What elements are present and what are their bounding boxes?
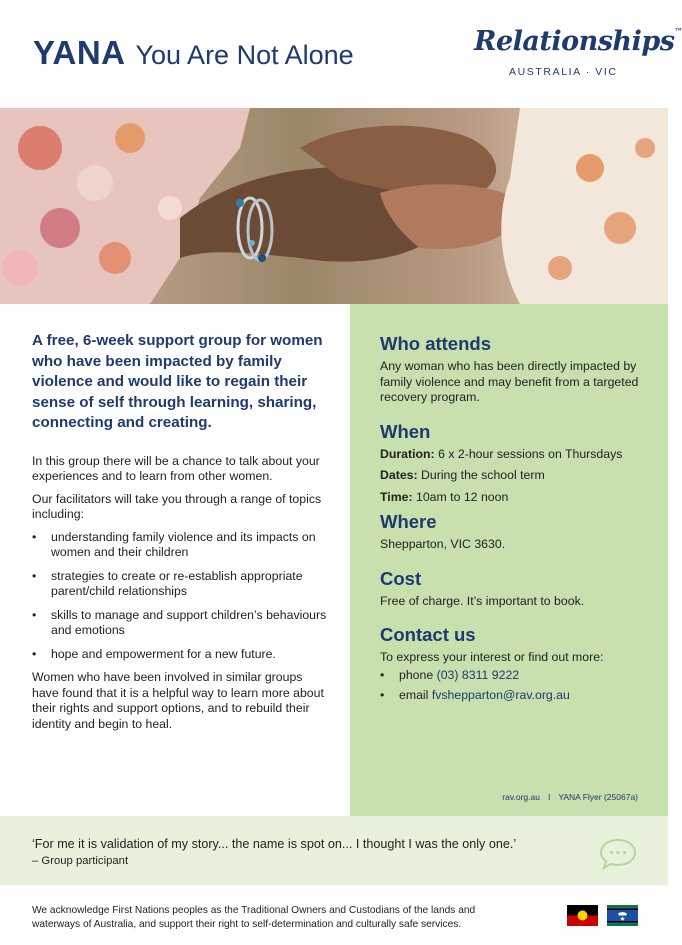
title-main: YANA: [33, 34, 126, 71]
contact-intro: To express your interest or find out more:: [380, 650, 604, 664]
list-item: • skills to manage and support children’s behaviours and emotions: [32, 608, 332, 639]
speech-bubble-icon: [599, 838, 637, 870]
email-link[interactable]: fvshepparton@rav.org.au: [431, 688, 570, 702]
testimonial-band: [0, 816, 668, 885]
time-row: Time: 10am to 12 noon: [380, 489, 509, 504]
hero-photo-holding-hands: [0, 108, 668, 304]
testimonial-attribution: – Group participant: [32, 855, 129, 867]
paragraph-group-chance: In this group there will be a chance to talk about your experiences and to learn from other women.: [32, 453, 320, 483]
cost-heading: Cost: [380, 567, 422, 589]
torres-strait-islander-flag-icon: [607, 905, 638, 926]
duration-row: Duration: 6 x 2-hour sessions on Thursdays: [380, 446, 623, 461]
paragraph-similar-groups: Women who have been involved in similar groups have found that it is a helpful way to learn more about their rights and support options, and to rebuild their identity and begin to heal.: [32, 670, 324, 731]
title-sub: You Are Not Alone: [135, 40, 354, 70]
list-item: • strategies to create or re-establish appropriate parent/child relationships: [32, 569, 332, 600]
website-link[interactable]: rav.org.au: [502, 792, 540, 802]
intro-heading: A free, 6-week support group for women who have been impacted by family violence and would like to regain their sense of self through learning, sharing, connecting and creating.: [32, 332, 323, 431]
cost-text: Free of charge. It’s important to book.: [380, 593, 585, 608]
list-item: • understanding family violence and its impacts on women and their children: [32, 530, 332, 561]
header: [0, 0, 682, 108]
relationships-australia-logo: [474, 26, 682, 78]
who-attends-text: Any woman who has been directly impacted by family violence and may benefit from a targeted recovery program.: [380, 359, 639, 404]
acknowledgement-text: We acknowledge First Nations peoples as the Traditional Owners and Custodians of the lands and waterways of Australia, and support their right to self-determination and culturally safe services.: [32, 905, 476, 930]
contact-list: [380, 668, 648, 704]
logo-subtitle: AUSTRALIA · VIC: [509, 66, 618, 78]
list-item: • hope and empowerment for a new future.: [32, 647, 332, 663]
where-heading: Where: [380, 511, 437, 532]
who-attends-heading: Who attends: [380, 333, 491, 354]
topics-list: [32, 530, 332, 663]
right-info-panel: [350, 304, 668, 816]
contact-heading: Contact us: [380, 624, 476, 645]
testimonial-quote: ‘For me it is validation of my story... the name is spot on... I thought I was the only one.’: [32, 837, 517, 851]
logo-wordmark: Relationships™: [474, 26, 682, 57]
flyer-code: YANA Flyer (25067a): [558, 792, 638, 802]
left-column: [0, 304, 350, 816]
when-heading: When: [380, 420, 431, 442]
phone-link[interactable]: (03) 8311 9222: [436, 667, 520, 682]
dates-row: Dates: During the school term: [380, 468, 545, 482]
where-text: Shepparton, VIC 3630.: [380, 537, 506, 551]
flyer-reference: rav.org.au I YANA Flyer (25067a): [502, 792, 638, 802]
page-title: [33, 34, 354, 72]
contact-email: • email fvshepparton@rav.org.au: [380, 688, 648, 704]
contact-phone: • phone (03) 8311 9222: [380, 668, 648, 684]
aboriginal-flag-icon: [567, 905, 598, 926]
paragraph-facilitators: Our facilitators will take you through a range of topics including:: [32, 491, 322, 521]
